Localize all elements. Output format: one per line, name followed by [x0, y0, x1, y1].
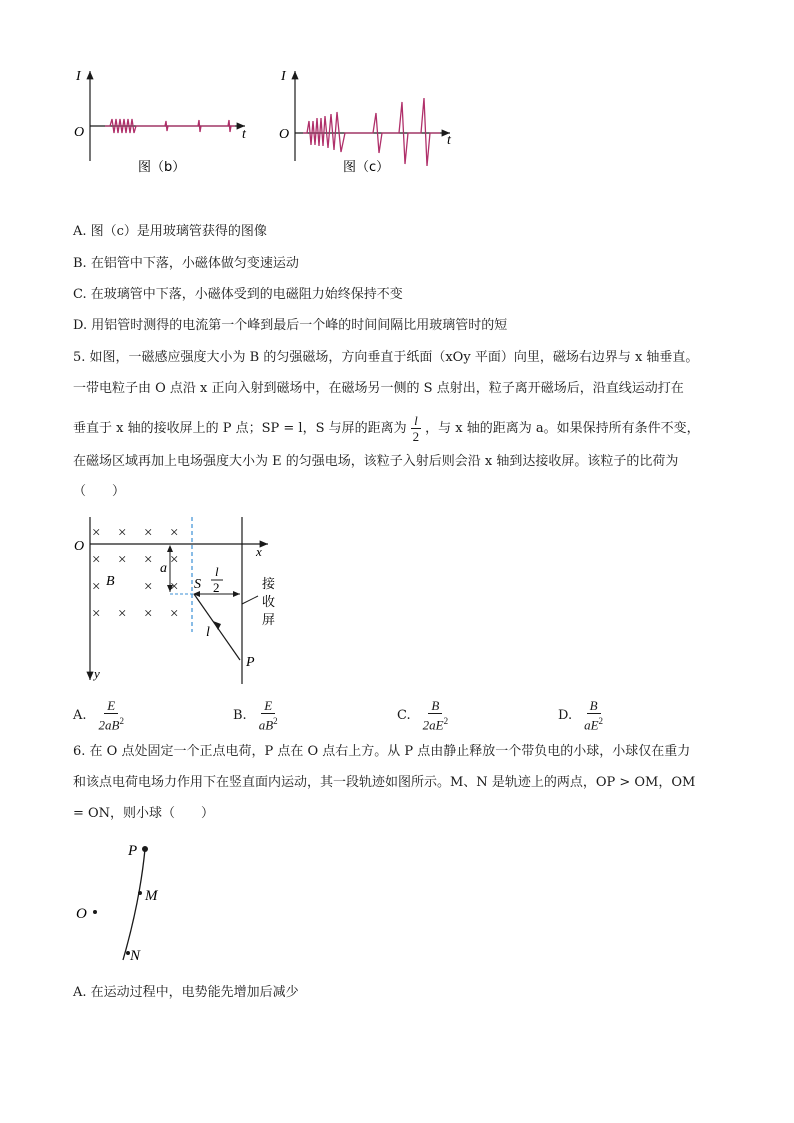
q4-option-c: C. 在玻璃管中下落，小磁体受到的电磁阻力始终保持不变: [73, 287, 403, 302]
trajectory-arrow: [213, 621, 221, 630]
screen-leader: [242, 596, 258, 604]
option-label: C.: [397, 707, 411, 723]
svg-text:×: ×: [92, 606, 101, 622]
q5-line3-start: 垂直于 x 轴的接收屏上的 P 点；SP = l，S 与屏的距离为: [73, 420, 407, 436]
axis-label-t: t: [447, 133, 451, 148]
label-l: l: [206, 625, 210, 640]
label-p: P: [128, 843, 138, 859]
field-label-b: B: [106, 574, 115, 589]
svg-text:×: ×: [92, 552, 101, 568]
svg-text:×: ×: [92, 579, 101, 595]
frac-num: E: [261, 698, 275, 714]
axis-label-t: t: [242, 127, 246, 142]
option-label: D.: [558, 707, 573, 723]
label-o: O: [76, 906, 87, 922]
svg-text:×: ×: [144, 552, 153, 568]
q4-option-b: B. 在铝管中下落，小磁体做匀变速运动: [73, 256, 299, 271]
caption-c: 图（c）: [343, 160, 390, 175]
q5-line3-end: ，与 x 轴的距离为 a。如果保持所有条件不变，: [425, 420, 700, 436]
half-l-den: 2: [213, 580, 220, 595]
label-n: N: [130, 948, 141, 964]
frac-den: $2aB^2$: [98, 715, 124, 733]
screen-label-1: 接: [262, 577, 276, 592]
option-fraction: [96, 698, 127, 732]
frac-den: $2aE^2$: [422, 715, 449, 733]
axis-label-y: y: [94, 666, 100, 681]
svg-text:×: ×: [144, 606, 153, 622]
svg-text:×: ×: [170, 525, 179, 541]
option-label: A.: [73, 707, 87, 723]
signal-trace: [303, 98, 440, 166]
svg-text:×: ×: [92, 525, 101, 541]
frac-num: B: [428, 698, 442, 714]
q5-answer-bracket: （ ）: [73, 484, 126, 499]
svg-text:×: ×: [144, 525, 153, 541]
option-fraction: [256, 698, 281, 732]
q5-stem-line-4: 在磁场区域再加上电场强度大小为 E 的匀强电场，该粒子入射后则会沿 x 轴到达接收屏。该粒子的比荷为: [73, 454, 679, 469]
q5-stem-line-2: 一带电粒子由 O 点沿 x 正向入射到磁场中，在磁场另一侧的 S 点射出，粒子离开磁场后，沿直线运动打在: [73, 381, 684, 396]
origin-label: O: [74, 125, 85, 140]
q4-option-a: A. 图（c）是用玻璃管获得的图像: [73, 224, 267, 239]
svg-text:×: ×: [144, 579, 153, 595]
label-m: M: [145, 888, 158, 904]
q4-option-d: D. 用铝管时测得的电流第一个峰到最后一个峰的时间间隔比用玻璃管时的短: [73, 318, 508, 333]
caption-b: 图（b）: [138, 160, 186, 175]
screen-label-2: 收: [262, 595, 276, 610]
q5-stem-line-3: [73, 413, 700, 444]
axis-label-i: I: [281, 69, 286, 84]
magnetic-field-figure: [70, 512, 290, 692]
point-p-label: P: [246, 655, 255, 670]
axis-label-x: x: [256, 544, 262, 559]
svg-text:×: ×: [170, 606, 179, 622]
q5-option-d: [558, 697, 609, 733]
option-label: B.: [233, 707, 247, 723]
svg-text:×: ×: [118, 606, 127, 622]
axis-label-i: I: [76, 69, 81, 84]
frac-den: $aE^2$: [584, 715, 604, 733]
q5-option-b: [233, 697, 284, 733]
label-a: a: [160, 561, 167, 576]
frac-den: $aB^2$: [258, 715, 278, 733]
figure-c: [275, 66, 465, 181]
origin-label: O: [74, 539, 85, 554]
svg-text:×: ×: [170, 579, 179, 595]
trajectory-curve: [123, 849, 145, 960]
svg-text:×: ×: [118, 525, 127, 541]
half-l-num: l: [215, 564, 219, 579]
point-o: [93, 910, 97, 914]
frac-num: B: [587, 698, 601, 714]
q5-option-a: [73, 697, 130, 733]
point-p: [142, 846, 148, 852]
q6-stem-line-1: 6. 在 O 点处固定一个正点电荷，P 点在 O 点右上方。从 P 点由静止释放一个带负电的小球，小球仅在重力: [73, 744, 691, 759]
frac-den: 2: [412, 429, 420, 444]
point-s-label: S: [194, 577, 201, 592]
figure-b: [70, 66, 260, 181]
frac-num: E: [104, 698, 118, 714]
point-m: [138, 891, 142, 895]
trajectory-figure: [70, 835, 190, 970]
option-fraction: [581, 698, 606, 732]
q5-stem-line-1: 5. 如图，一磁感应强度大小为 B 的匀强磁场，方向垂直于纸面（xOy 平面）向里，磁场右边界与 x 轴垂直。: [73, 350, 699, 365]
q6-option-a: A. 在运动过程中，电势能先增加后减少: [73, 985, 299, 1000]
origin-label: O: [279, 127, 290, 142]
fraction-l-over-2: [410, 413, 423, 444]
q5-option-c: [397, 697, 454, 733]
screen-label-3: 屏: [262, 613, 276, 628]
signal-trace: [105, 119, 235, 133]
q6-stem-line-3: = ON，则小球（ ）: [73, 806, 215, 821]
q6-stem-line-2: 和该点电荷电场力作用下在竖直面内运动，其一段轨迹如图所示。M、N 是轨迹上的两点，OP > OM，OM: [73, 775, 696, 790]
option-fraction: [420, 698, 451, 732]
frac-num: l: [411, 413, 421, 429]
svg-text:×: ×: [170, 552, 179, 568]
svg-text:×: ×: [118, 552, 127, 568]
